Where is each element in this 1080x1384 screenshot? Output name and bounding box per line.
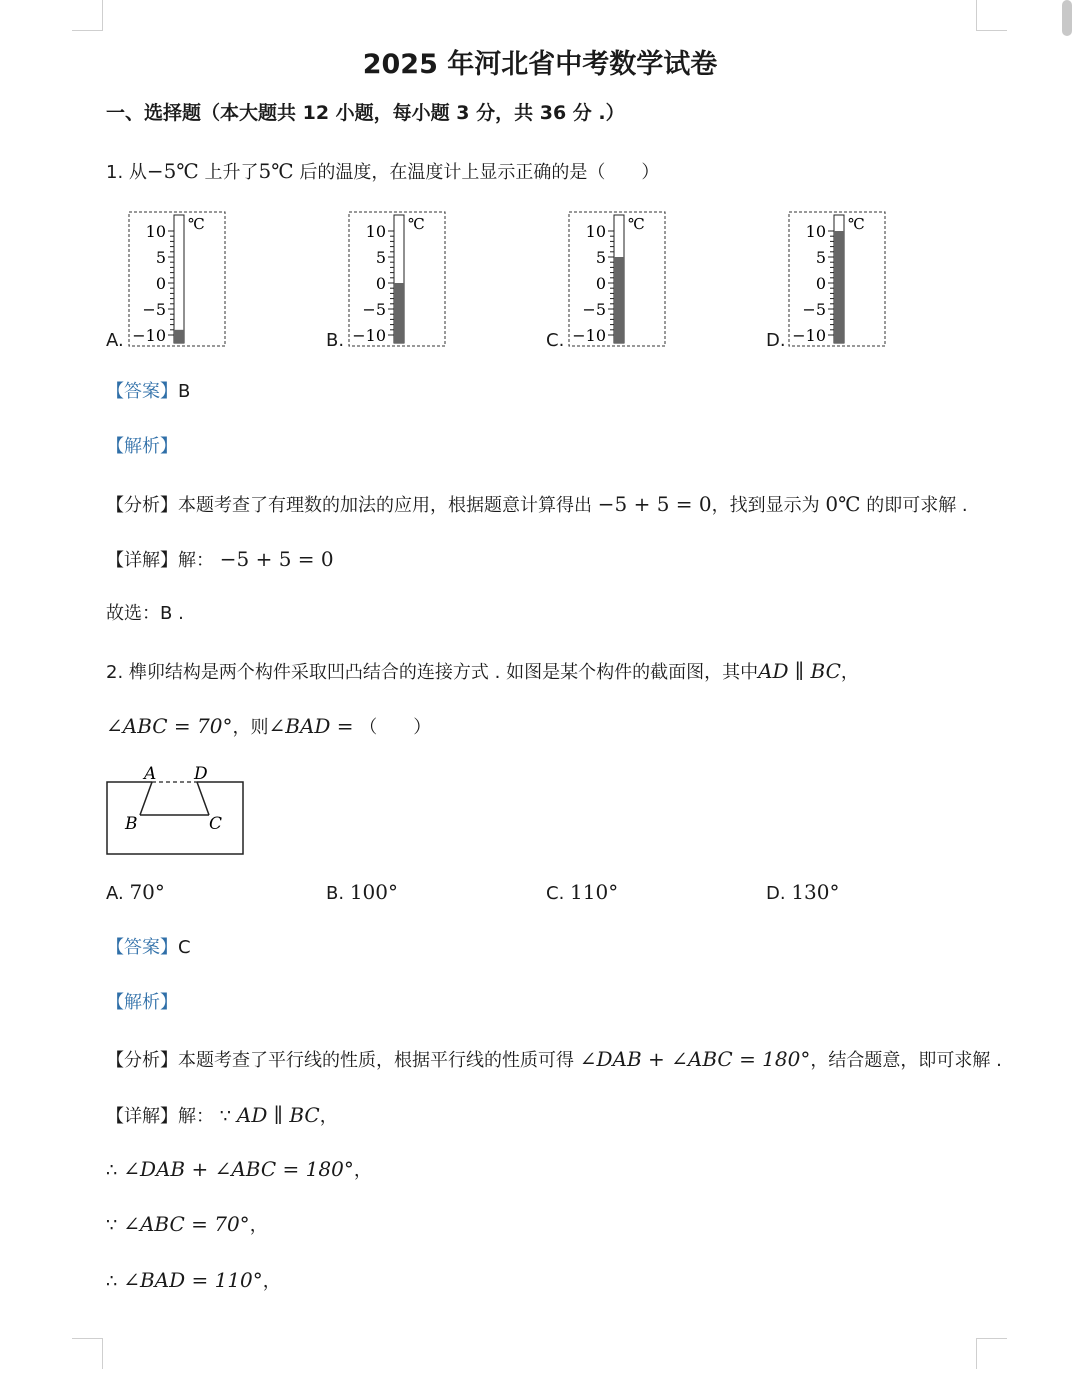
analysis-line: 【分析】本题考查了有理数的加法的应用，根据题意计算得出 −5 + 5 = 0，找到显示为 0℃ 的即可求解 .: [106, 492, 968, 516]
page-title: 2025 年河北省中考数学试卷: [362, 49, 718, 80]
thermometer-mercury: [394, 283, 404, 343]
scale-label: 10: [365, 222, 386, 241]
scale-label: 5: [155, 248, 166, 267]
answer-line: 【答案】C: [106, 937, 191, 958]
answer-line: 【答案】B: [106, 381, 191, 402]
label-C: C: [209, 814, 223, 834]
solution-heading: 【解析】: [106, 992, 178, 1013]
analysis-line: 【分析】本题考查了平行线的性质，根据平行线的性质可得 ∠DAB + ∠ABC = 180°，结合题意，即可求解 .: [106, 1047, 1002, 1071]
option-label: D.: [766, 330, 786, 351]
step-line: ∴ ∠DAB + ∠ABC = 180°，: [106, 1157, 372, 1181]
unit-label: ℃: [408, 215, 425, 233]
scale-label: −10: [132, 326, 166, 345]
scale-label: 0: [375, 274, 386, 293]
unit-label: ℃: [628, 215, 645, 233]
unit-label: ℃: [848, 215, 865, 233]
thermometer: [128, 209, 228, 349]
page-corner-mark: [72, 0, 103, 31]
scale-label: 5: [375, 248, 386, 267]
scale-label: −5: [142, 300, 166, 319]
label-B: B: [125, 814, 138, 834]
scrollbar[interactable]: [1062, 0, 1072, 36]
page-corner-mark: [976, 0, 1007, 31]
thermometer-tube: [174, 215, 184, 343]
thermometer: [788, 209, 888, 349]
page-corner-mark: [976, 1338, 1007, 1369]
choice-line: 故选：B .: [106, 603, 184, 624]
scale-label: −10: [572, 326, 606, 345]
step-line: ∴ ∠BAD = 110°，: [106, 1268, 281, 1292]
scale-label: 10: [805, 222, 826, 241]
page-corner-mark: [72, 1338, 103, 1369]
thermometer: [348, 209, 448, 349]
scale-label: −5: [802, 300, 826, 319]
detail-line: 【详解】解： −5 + 5 = 0: [106, 547, 334, 571]
question-number: 2.: [106, 662, 124, 683]
label-A: A: [144, 764, 157, 784]
scale-label: 0: [815, 274, 826, 293]
scale-label: 0: [595, 274, 606, 293]
question-1-stem: 1. 从−5℃ 上升了5℃ 后的温度，在温度计上显示正确的是（ ）: [106, 159, 660, 183]
question-2-stem-cont: ∠ABC = 70°，则∠BAD = （ ）: [106, 714, 432, 738]
option-label: A.: [106, 330, 124, 351]
detail-line: 【详解】解： ∵ AD ∥ BC，: [106, 1103, 338, 1127]
thermometer-mercury: [174, 330, 184, 343]
option-label: C.: [546, 330, 565, 351]
question-number: 1.: [106, 162, 124, 183]
option-label: B.: [326, 330, 345, 351]
option-d: D. 130°: [766, 880, 840, 904]
section-heading: 一、选择题（本大题共 12 小题，每小题 3 分，共 36 分 .）: [106, 102, 625, 124]
scale-label: −10: [352, 326, 386, 345]
thermometer-mercury: [834, 231, 844, 343]
scale-label: 0: [155, 274, 166, 293]
scale-label: −10: [792, 326, 826, 345]
scale-label: 10: [145, 222, 166, 241]
scale-label: −5: [582, 300, 606, 319]
scale-label: 5: [815, 248, 826, 267]
thermometer: [568, 209, 668, 349]
trapezoid-figure: [100, 760, 250, 860]
option-c: C. 110°: [546, 880, 619, 904]
question-2-stem: 2. 榫卯结构是两个构件采取凹凸结合的连接方式 . 如图是某个构件的截面图，其中AD ∥ BC，: [106, 659, 859, 683]
scale-label: 10: [585, 222, 606, 241]
solution-heading: 【解析】: [106, 436, 178, 457]
option-b: B. 100°: [326, 880, 398, 904]
scale-label: −5: [362, 300, 386, 319]
label-D: D: [194, 764, 208, 784]
scale-label: 5: [595, 248, 606, 267]
thermometer-mercury: [614, 257, 624, 343]
option-a: A. 70°: [106, 880, 165, 904]
step-line: ∵ ∠ABC = 70°，: [106, 1212, 268, 1236]
unit-label: ℃: [188, 215, 205, 233]
